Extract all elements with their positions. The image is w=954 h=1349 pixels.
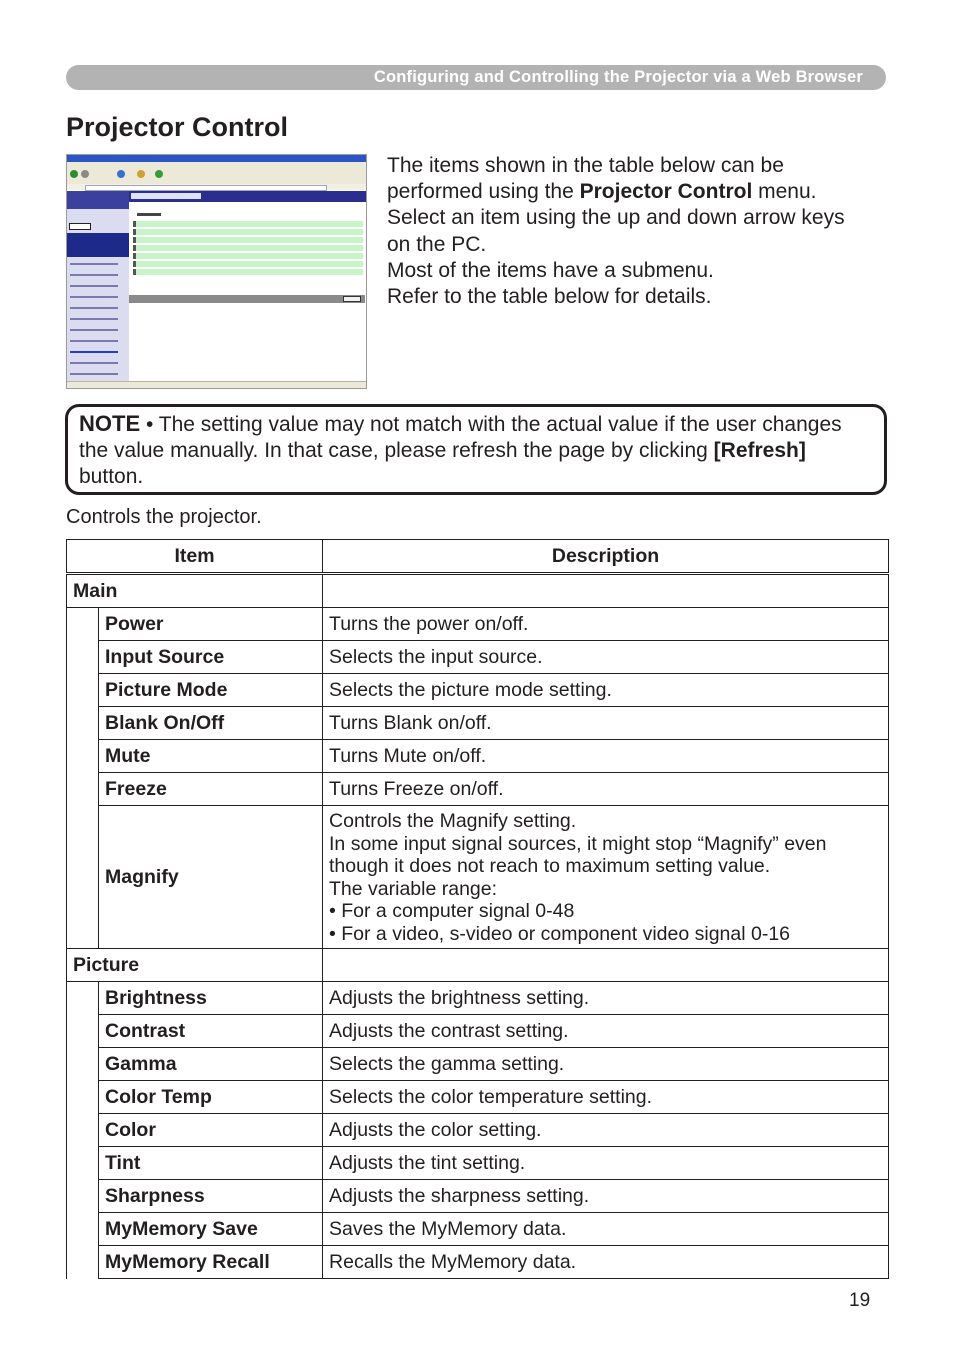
back-icon (70, 170, 78, 178)
description-line: Controls the Magnify setting. (329, 810, 577, 832)
table-row (67, 773, 889, 806)
table-caption: Controls the projector. (66, 506, 262, 528)
table-row (67, 1048, 889, 1081)
row-description: Adjusts the contrast setting. (323, 1015, 889, 1048)
note-text-end: button. (79, 465, 144, 488)
ss-top-nav (67, 233, 129, 257)
row-description: Saves the MyMemory data. (323, 1213, 889, 1246)
ss-window-titlebar (67, 155, 366, 162)
description-line: • For a computer signal 0-48 (329, 900, 575, 922)
row-item: Mute (99, 740, 323, 773)
projector-control-table (66, 539, 889, 1279)
row-description: Selects the picture mode setting. (323, 674, 889, 707)
row-description: Adjusts the color setting. (323, 1114, 889, 1147)
ss-action-bar (129, 295, 365, 303)
table-row (67, 1180, 889, 1213)
row-description: Adjusts the sharpness setting. (323, 1180, 889, 1213)
ss-status-bar (67, 381, 366, 389)
ss-apply-button (343, 296, 361, 302)
table-row (67, 740, 889, 773)
table-group-row (67, 574, 889, 608)
table-row (67, 1147, 889, 1180)
note-label: NOTE (79, 411, 141, 436)
ss-logout-button (69, 223, 91, 230)
browser-screenshot-image (66, 154, 367, 389)
row-item: MyMemory Save (99, 1213, 323, 1246)
ss-sidebar (67, 191, 129, 381)
table-row (67, 982, 889, 1015)
table-row (67, 674, 889, 707)
row-description: Selects the gamma setting. (323, 1048, 889, 1081)
table-row (67, 1081, 889, 1114)
table-row (67, 1015, 889, 1048)
row-item: MyMemory Recall (99, 1246, 323, 1279)
note-box (65, 404, 887, 495)
row-item: Magnify (99, 806, 323, 949)
section-header-bar: Configuring and Controlling the Projector via a Web Browser (66, 65, 886, 90)
row-item: Gamma (99, 1048, 323, 1081)
intro-line: on the PC. (387, 232, 487, 256)
ss-submenu-label (137, 213, 161, 216)
intro-line: The items shown in the table below can be (387, 154, 784, 177)
table-row (67, 1246, 889, 1279)
row-item: Input Source (99, 641, 323, 674)
page-number: 19 (849, 1290, 871, 1311)
row-item: Contrast (99, 1015, 323, 1048)
row-description (323, 806, 889, 949)
table-row (67, 641, 889, 674)
table-header-description: Description (323, 540, 889, 574)
description-line: • For a video, s-video or component video signal 0-16 (329, 922, 791, 945)
row-description: Selects the input source. (323, 641, 889, 674)
group-label: Picture (67, 949, 323, 982)
intro-line: performed using the Projector Control menu. (387, 180, 817, 204)
ss-main-heading (129, 191, 367, 202)
ss-browser-toolbar (67, 162, 366, 185)
row-item: Color (99, 1114, 323, 1147)
refresh-button-reference: [Refresh] (713, 439, 806, 462)
ss-logo (67, 191, 129, 209)
media-icon (155, 170, 163, 178)
ss-submenu-list (133, 221, 363, 281)
row-item: Power (99, 608, 323, 641)
table-header-item: Item (67, 540, 323, 574)
row-description: Selects the color temperature setting. (323, 1081, 889, 1114)
intro-line: Refer to the table below for details. (387, 285, 712, 309)
group-label: Main (67, 574, 323, 608)
favorites-icon (137, 170, 145, 178)
row-description: Adjusts the brightness setting. (323, 982, 889, 1015)
row-description: Turns Mute on/off. (323, 740, 889, 773)
row-description: Turns Freeze on/off. (323, 773, 889, 806)
note-text: • The setting value may not match with the actual value if the user changes the value manually. In that case, please refresh the page by clicking (79, 413, 842, 462)
row-description: Turns Blank on/off. (323, 707, 889, 740)
intro-line: Select an item using the up and down arrow keys (387, 206, 845, 230)
intro-paragraph (387, 153, 887, 310)
row-item: Sharpness (99, 1180, 323, 1213)
table-row (67, 1114, 889, 1147)
indent-cell (67, 982, 99, 1279)
ss-address-bar (67, 184, 366, 190)
intro-line: Most of the items have a submenu. (387, 258, 714, 282)
row-item: Blank On/Off (99, 707, 323, 740)
search-icon (117, 170, 125, 178)
description-line: In some input signal sources, it might stop “Magnify” even though it does not reach to maximum setting value. (329, 832, 827, 877)
group-description (323, 574, 889, 608)
indent-cell (67, 608, 99, 949)
description-line: The variable range: (329, 877, 498, 900)
row-item: Picture Mode (99, 674, 323, 707)
table-row (67, 1213, 889, 1246)
table-group-row (67, 949, 889, 982)
table-row (67, 806, 889, 949)
table-row (67, 707, 889, 740)
row-item: Freeze (99, 773, 323, 806)
forward-icon (81, 170, 89, 178)
row-description: Recalls the MyMemory data. (323, 1246, 889, 1279)
table-row (67, 608, 889, 641)
row-item: Brightness (99, 982, 323, 1015)
row-description: Turns the power on/off. (323, 608, 889, 641)
row-description: Adjusts the tint setting. (323, 1147, 889, 1180)
row-item: Tint (99, 1147, 323, 1180)
group-description (323, 949, 889, 982)
row-item: Color Temp (99, 1081, 323, 1114)
page-title: Projector Control (66, 112, 289, 142)
